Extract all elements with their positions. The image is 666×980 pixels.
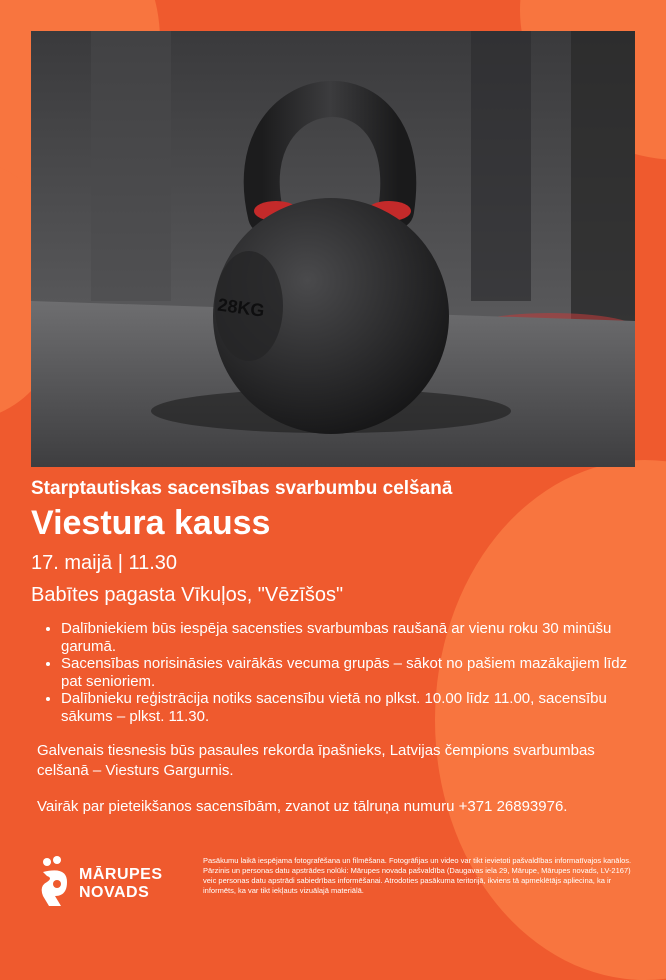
kettlebell-photo <box>31 31 635 467</box>
event-subtitle: Starptautiskas sacensības svarbumbu celšanā <box>31 478 453 499</box>
kettlebell-weight-label: 28KG <box>216 294 266 321</box>
event-content <box>31 476 635 817</box>
photo-disclaimer: Pasākumu laikā iespējama fotografēšana un filmēšana. Fotogrāfijas un video var tikt ievietoti pašvaldības informatīvajos kanālos. Pārzinis un personas datu apstrādes nolūki: Mārupes novada pašvaldība (Daugavas iela 29, Mārupe, Mārupes novads, LV-2167) veic personas datu apstrādi sabiedrības informēšanai. Atrodoties pasākuma teritorijā, ikviens tā apmeklētājs apliecina, ka ir informēts, ka var tikt iekļauts vizuālajā materiālā. <box>203 856 632 895</box>
logo-mark-icon <box>37 856 77 908</box>
logo-line-2: NOVADS <box>79 884 150 901</box>
list-item: • Dalībniekiem būs iespēja sacensties svarbumbas raušanā ar vienu roku 30 minūšu garumā. <box>61 620 635 655</box>
marupes-novads-logo <box>37 856 207 908</box>
logo-line-1: MĀRUPES <box>79 866 163 883</box>
footer <box>31 856 635 916</box>
judge-paragraph: Galvenais tiesnesis būs pasaules rekorda īpašnieks, Latvijas čempions svarbumbas celšanā – Viesturs Gargurnis. <box>37 742 595 779</box>
contact-paragraph: Vairāk par pieteikšanos sacensībām, zvanot uz tālruņa numuru +371 26893976. <box>37 798 568 815</box>
list-item: • Dalībnieku reģistrācija notiks sacensību vietā no plkst. 10.00 līdz 11.00, sacensību sākums – plkst. 11.30. <box>61 690 635 725</box>
event-date: 17. maijā | 11.30 <box>31 552 178 574</box>
list-item: • Sacensības norisināsies vairākās vecuma grupās – sākot no pašiem mazākajiem līdz pat senioriem. <box>61 655 635 690</box>
event-place: Babītes pagasta Vīkuļos, "Vēzīšos" <box>31 584 344 606</box>
event-title: Viestura kauss <box>31 504 271 542</box>
event-details-list <box>31 620 635 725</box>
